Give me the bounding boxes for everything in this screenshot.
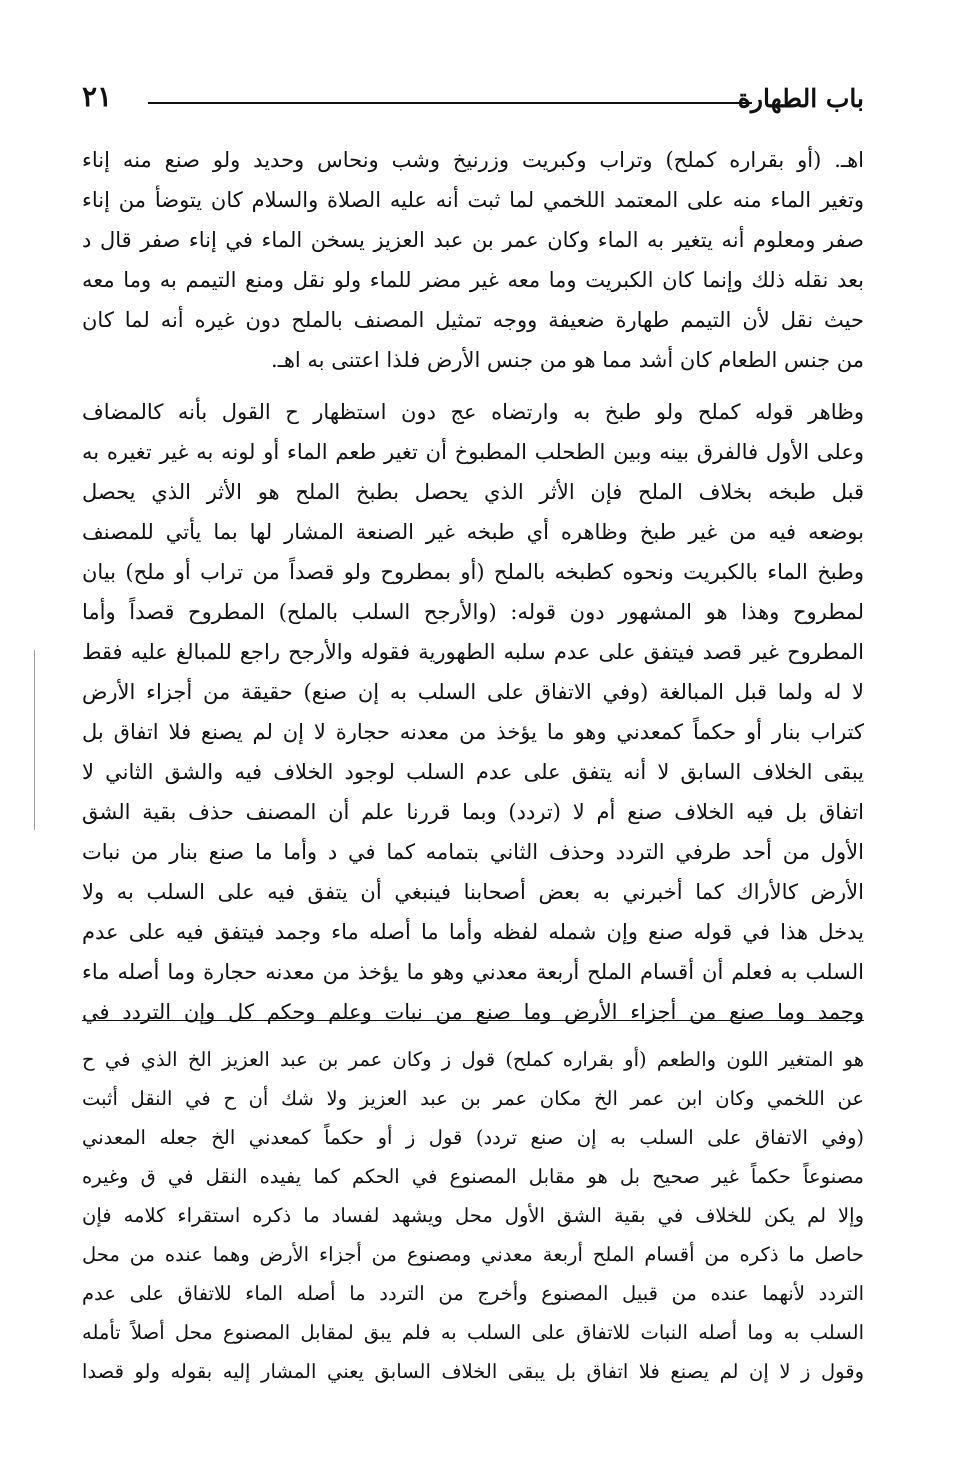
footnote-line: عن اللخمي وكان ابن عمر الخ مكان عمر بن عبد العزيز ولا شك أن ح في النقل أثبت: [82, 1087, 864, 1110]
text-line: لا له ولما قبل المبالغة (وفي الاتفاق على السلب به إن صنع) حقيقة من أجزاء الأرض: [82, 680, 864, 704]
text-line: حيث نقل لأن التيمم طهارة ضعيفة ووجه تمثيل المصنف بالملح دون غيره أنه لما كان: [82, 308, 864, 332]
page-number: ٢١: [82, 80, 113, 113]
text-line: صفر ومعلوم أنه يتغير به الماء وكان عمر بن عبد العزيز يسخن الماء في إناء صفر قال د: [82, 228, 864, 252]
text-line: وتغير الماء منه على المعتمد اللخمي لما ثبت أنه عليه الصلاة والسلام كان يتوضأ من إناء: [82, 188, 864, 212]
footnote-line: (وفي الاتفاق على السلب به إن صنع تردد) قول ز أو حكماً كمعدني الخ جعله المعدني: [82, 1126, 864, 1149]
header-rule: [148, 102, 752, 104]
text-line: بوضعه فيه من غير طبخ وظاهره أي طبخه غير الصنعة المشار لها بما يأتي للمصنف: [82, 520, 864, 544]
text-line: بعد نقله ذلك وإنما كان الكبريت وما معه غير مضر للماء ولو نقل ومنع التيمم به وما معه: [82, 268, 864, 292]
footnote-line: التردد لأنهما عنده من قبيل المصنوع وأخرج من التردد ما أصله الماء للاتفاق على عدم: [82, 1282, 864, 1305]
footnotes: [82, 1040, 864, 1391]
text-line: لمطروح وهذا هو المشهور دون قوله: (والأرجح السلب بالملح) المطروح قصداً وأما: [82, 600, 864, 624]
text-line: وجمد وما صنع من أجزاء الأرض وما صنع من نبات وعلم وحكم كل وإن التردد في: [82, 1000, 864, 1024]
chapter-title: باب الطهارة: [737, 84, 864, 113]
text-line: الأرض كالأراك كما أخبرني به بعض أصحابنا فينبغي أن يتفق فيه على السلب به ولا: [82, 880, 864, 904]
text-line: المطروح غير قصد فيتفق على عدم سلبه الطهورية فقوله والأرجح راجع للمبالغ عليه فقط: [82, 640, 864, 664]
footnote-line: وإلا لم يكن للخلاف في بقية الشق الأول محل ويشهد لفساد ما ذكره استقراء كلامه فإن: [82, 1204, 864, 1227]
text-line: وطبخ الماء بالكبريت ونحوه كطبخه بالملح (أو بمطروح ولو قصداً من تراب أو ملح) بيان: [82, 560, 864, 584]
text-line: من جنس الطعام كان أشد مما هو من جنس الأرض فلذا اعتنى به اهـ.: [271, 348, 864, 372]
footnote-divider: [82, 1020, 864, 1021]
margin-mark: [34, 650, 35, 830]
text-line: وعلى الأول فالفرق بينه وبين الطحلب المطبوخ أن تغير طعم الماء أو لونه به غير تغيره به: [82, 440, 864, 464]
footnote-line: حاصل ما ذكره من أقسام الملح أربعة معدني ومصنوع من أجزاء الأرض وهما عنده من محل: [82, 1243, 864, 1266]
text-line: اهـ. (أو بقراره كملح) وتراب وكبريت وزرنيخ وشب ونحاس وحديد ولو صنع منه إناء: [82, 148, 864, 172]
footnote-line: مصنوعاً حكماً غير صحيح بل هو مقابل المصنوع في الحكم كما يفيده النقل في ق وغيره: [82, 1165, 864, 1188]
text-line: وظاهر قوله كملح ولو طبخ به وارتضاه عج دون استظهار ح القول بأنه كالمضاف: [82, 400, 864, 424]
main-text: [82, 140, 864, 1032]
text-line: قبل طبخه بخلاف الملح فإن الأثر الذي يحصل بطبخ الملح هو الأثر الذي يحصل: [82, 480, 864, 504]
text-line: اتفاق بل فيه الخلاف صنع أم لا (تردد) وبما قررنا علم أن المصنف حذف بقية الشق: [82, 800, 864, 824]
text-line: يدخل هذا في قوله صنع وإن شمله لفظه وأما ما أصله ماء وجمد فيتفق فيه على عدم: [82, 920, 864, 944]
text-line: السلب به فعلم أن أقسام الملح أربعة معدني وهو ما يؤخذ من معدنه حجارة وما أصله ماء: [82, 960, 864, 984]
footnote-line: السلب به وما أصله النبات للاتفاق على السلب به فلم يبق لمقابل المصنوع محل أصلاً تأمله: [82, 1321, 864, 1344]
text-line: يبقى الخلاف السابق لا أنه يتفق على عدم السلب لوجود الخلاف فيه والشق الثاني لا: [82, 760, 864, 784]
page-header: [82, 78, 864, 118]
footnote-line: هو المتغير اللون والطعم (أو بقراره كملح) قول ز وكان عمر بن عبد العزيز الخ الذي في ح: [82, 1048, 864, 1071]
footnote-line: وقول ز لا إن لم يصنع فلا اتفاق بل يبقى الخلاف السابق يعني المشار إليه بقوله ولو قصدا: [82, 1360, 864, 1383]
text-line: الأول من أحد طرفي التردد وحذف الثاني بتمامه كما في د وأما ما صنع بنار من نبات: [82, 840, 864, 864]
text-line: كتراب بنار أو حكماً كمعدني وهو ما يؤخذ من معدنه حجارة لا إن لم يصنع فلا اتفاق بل: [82, 720, 864, 744]
